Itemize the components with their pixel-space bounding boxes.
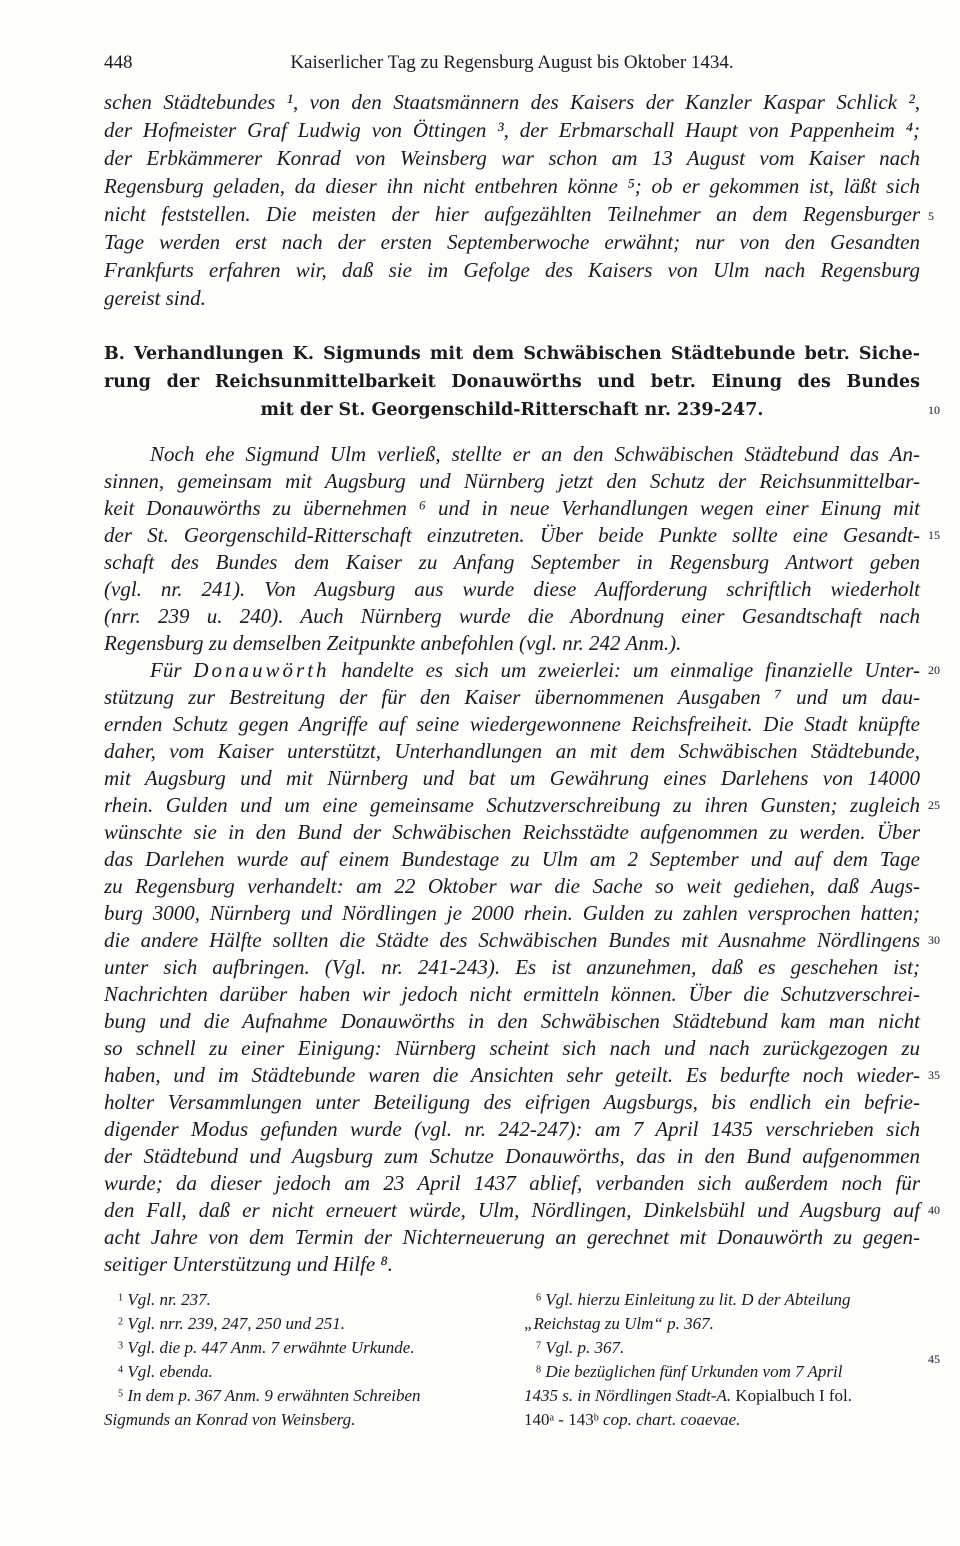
line-number: 20 xyxy=(928,663,940,677)
footnote-continuation: „Reichstag zu Ulm“ p. 367. xyxy=(524,1314,714,1333)
text-line: rhein. Gulden und um eine gemeinsame Schutzverschreibung zu ihren Gunsten; zugleich xyxy=(104,793,920,817)
footnote-text: Vgl. die p. 447 Anm. 7 erwähnte Urkunde. xyxy=(127,1338,415,1357)
footnote-mark: 5 xyxy=(118,1388,124,1400)
text-fragment: Für xyxy=(150,658,194,682)
text-line: mit Augsburg und mit Nürnberg und bat um Gewährung eines Darlehens von 14000 xyxy=(104,766,920,790)
text-line: Regensburg zu demselben Zeitpunkte anbefohlen (vgl. nr. 242 Anm.). xyxy=(104,631,682,655)
footnote xyxy=(118,1312,345,1336)
footnote-mark: 2 xyxy=(118,1316,124,1328)
footnote-continuation xyxy=(524,1408,740,1432)
page-number: 448 xyxy=(104,52,133,73)
text-line: wünschte sie in den Bund der Schwäbischen Reichsstädte aufgenommen zu werden. Über xyxy=(104,820,920,844)
footnote-text: Vgl. hierzu Einleitung zu lit. D der Abteilung xyxy=(545,1290,851,1309)
text-line: keit Donauwörths zu übernehmen ⁶ und in neue Verhandlungen wegen einer Einung mit xyxy=(104,496,920,520)
footnote xyxy=(118,1288,211,1312)
line-number: 45 xyxy=(928,1352,940,1366)
footnote-text: Vgl. ebenda. xyxy=(127,1362,213,1381)
text-fragment: handelte es sich um zweierlei: um einmalige finanzielle Unter- xyxy=(329,658,921,682)
footnote-text: Vgl. nr. 237. xyxy=(127,1290,211,1309)
text-line: der Erbkämmerer Konrad von Weinsberg war schon am 13 August vom Kaiser nach xyxy=(104,146,920,170)
text-line: seitiger Unterstützung und Hilfe ⁸. xyxy=(104,1252,394,1276)
text-line: Frankfurts erfahren wir, daß sie im Gefolge des Kaisers von Ulm nach Regensburg xyxy=(104,258,920,282)
line-number: 35 xyxy=(928,1068,940,1082)
footnote xyxy=(536,1288,851,1312)
text-line: burg 3000, Nürnberg und Nördlingen je 2000 rhein. Gulden zu zahlen versprochen hatten; xyxy=(104,901,920,925)
footnote-mark: 7 xyxy=(536,1340,542,1352)
footnote-mark: 4 xyxy=(118,1364,124,1376)
line-number: 5 xyxy=(928,209,934,223)
footnote xyxy=(118,1384,421,1408)
text-line: daher, vom Kaiser unterstützt, Unterhandlungen an mit dem Schwäbischen Städtebunde, xyxy=(104,739,920,763)
footnote-mark: 8 xyxy=(536,1364,542,1376)
text-line: (nrr. 239 u. 240). Auch Nürnberg wurde die Abordnung einer Gesandtschaft nach xyxy=(104,604,920,628)
footnote-mark: 1 xyxy=(118,1292,124,1304)
text-line xyxy=(150,656,920,684)
text-line: haben, und im Städtebunde waren die Ansichten sehr geteilt. Es bedurfte noch wieder- xyxy=(104,1063,920,1087)
text-line: nicht feststellen. Die meisten der hier aufgezählten Teilnehmer an dem Regensburger xyxy=(104,202,920,226)
folio-number: 140 xyxy=(524,1410,550,1429)
footnote-text: Die bezüglichen fünf Urkunden vom 7 April xyxy=(545,1362,843,1381)
text-line: digender Modus gefunden wurde (vgl. nr. 242-247): am 7 April 1435 verschrieben sich xyxy=(104,1117,920,1141)
text-line: der Städtebund und Augsburg zum Schutze Donauwörths, das in den Bund aufgenommen xyxy=(104,1144,920,1168)
folio-number: - 143 xyxy=(554,1410,594,1429)
text-line: Tage werden erst nach der ersten Septemberwoche erwähnt; nur von den Gesandten xyxy=(104,230,920,254)
line-number: 30 xyxy=(928,933,940,947)
text-line: schaft des Bundes dem Kaiser zu Anfang September in Regensburg Antwort geben xyxy=(104,550,920,574)
footnote xyxy=(536,1336,624,1360)
line-number: 40 xyxy=(928,1203,940,1217)
text-line: zu Regensburg verhandelt: am 22 Oktober war die Sache so weit gediehen, daß Augs- xyxy=(104,874,920,898)
text-line: der St. Georgenschild-Ritterschaft einzutreten. Über beide Punkte sollte eine Gesandt- xyxy=(104,523,920,547)
text-line: Noch ehe Sigmund Ulm verließ, stellte er an den Schwäbischen Städtebund das An- xyxy=(150,442,920,466)
footnote-text: Vgl. nrr. 239, 247, 250 und 251. xyxy=(127,1314,346,1333)
heading-line: mit der St. Georgenschild-Ritterschaft nr. 239-247. xyxy=(260,400,764,420)
line-number: 10 xyxy=(928,403,940,417)
text-line: bung und die Aufnahme Donauwörths in den Schwäbischen Städtebund kam man nicht xyxy=(104,1009,920,1033)
text-line: sinnen, gemeinsam mit Augsburg und Nürnberg jetzt den Schutz der Reichsunmittelbar- xyxy=(104,469,920,493)
place-name-spaced: Donauwörth xyxy=(193,658,330,682)
text-line: schen Städtebundes ¹, von den Staatsmännern des Kaisers der Kanzler Kaspar Schlick ², xyxy=(104,90,920,114)
heading-line: rung der Reichsunmittelbarkeit Donauwörths und betr. Einung des Bundes xyxy=(104,372,920,392)
text-line: Nachrichten darüber haben wir jedoch nicht ermitteln können. Über die Schutzverschrei- xyxy=(104,982,920,1006)
footnote-mark: 6 xyxy=(536,1292,542,1304)
footnote xyxy=(118,1336,415,1360)
text-line: unter sich aufbringen. (Vgl. nr. 241-243). Es ist anzunehmen, daß es geschehen ist; xyxy=(104,955,920,979)
footnote-text: In dem p. 367 Anm. 9 erwähnten Schreiben xyxy=(127,1386,421,1405)
text-line: den Fall, daß er nicht erneuert würde, Ulm, Nördlingen, Dinkelsbühl und Augsburg auf xyxy=(104,1198,920,1222)
footnote-text: Vgl. p. 367. xyxy=(545,1338,625,1357)
text-line: der Hofmeister Graf Ludwig von Öttingen ³, der Erbmarschall Haupt von Pappenheim ⁴; xyxy=(104,118,920,142)
page-header xyxy=(104,52,920,82)
text-line: Regensburg geladen, da dieser ihn nicht entbehren könne ⁵; ob er gekommen ist, läßt sich xyxy=(104,174,920,198)
text-line: so schnell zu einer Einigung: Nürnberg scheint sich nach und nach zurückgezogen zu xyxy=(104,1036,920,1060)
line-number: 15 xyxy=(928,528,940,542)
text-line: acht Jahre von dem Termin der Nichterneuerung an gerechnet mit Donauwörth zu gegen- xyxy=(104,1225,920,1249)
text-line: (vgl. nr. 241). Von Augsburg aus wurde diese Aufforderung schriftlich wiederholt xyxy=(104,577,920,601)
footnote-continuation xyxy=(524,1384,852,1408)
footnote xyxy=(118,1360,213,1384)
footnote-mark: 3 xyxy=(118,1340,124,1352)
text-line: wurde; da dieser jedoch am 23 April 1437 ablief, verbanden sich außerdem noch für xyxy=(104,1171,920,1195)
heading-line: B. Verhandlungen K. Sigmunds mit dem Schwäbischen Städtebunde betr. Siche- xyxy=(104,344,920,364)
footnote-text: cop. chart. coaevae. xyxy=(598,1410,741,1429)
line-number: 25 xyxy=(928,798,940,812)
footnote-text: 1435 s. in Nördlingen Stadt-A. xyxy=(524,1386,732,1405)
folio-side: b xyxy=(593,1412,599,1424)
text-line: die andere Hälfte sollten die Städte des Schwäbischen Bundes mit Ausnahme Nördlingens xyxy=(104,928,920,952)
text-line: holter Versammlungen unter Beteiligung des eifrigen Augsburgs, bis endlich ein befrie- xyxy=(104,1090,920,1114)
footnote-text-upright: Kopialbuch I fol. xyxy=(731,1386,853,1405)
text-line: gereist sind. xyxy=(104,286,206,310)
footnote xyxy=(536,1360,842,1384)
text-line: das Darlehen wurde auf einem Bundestage zu Ulm am 2 September und auf dem Tage xyxy=(104,847,920,871)
footnote-continuation: Sigmunds an Konrad von Weinsberg. xyxy=(104,1410,356,1429)
folio-side: a xyxy=(549,1412,555,1424)
text-line: ernden Schutz gegen Angriffe auf seine wiedergewonnene Reichsfreiheit. Die Stadt knüpfte xyxy=(104,712,920,736)
running-title: Kaiserlicher Tag zu Regensburg August bis Oktober 1434. xyxy=(290,52,734,73)
text-line: stützung zur Bestreitung der für den Kaiser übernommenen Ausgaben ⁷ und um dau- xyxy=(104,685,920,709)
